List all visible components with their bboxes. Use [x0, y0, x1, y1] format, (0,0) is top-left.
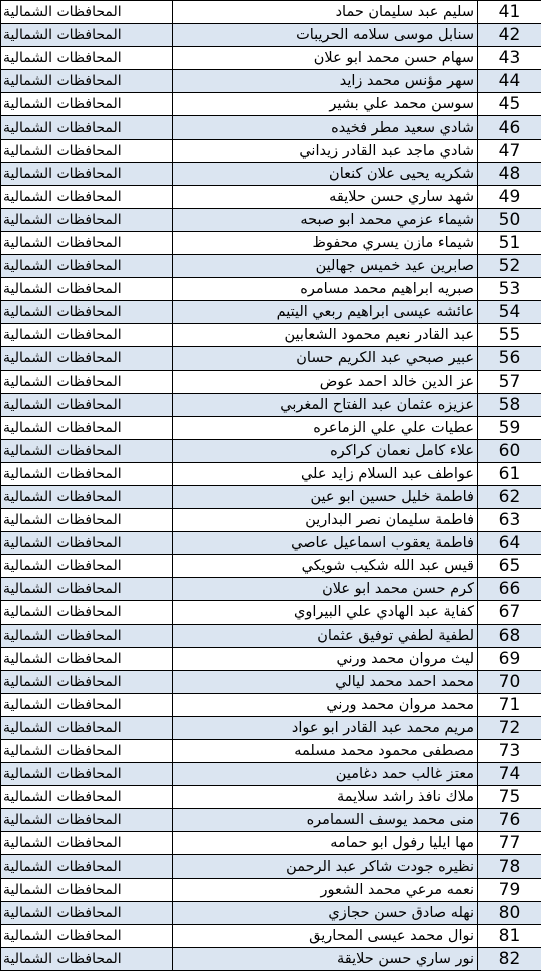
table-row [1, 324, 541, 347]
full-name-cell[interactable]: عبد القادر نعيم محمود الشعابين [173, 324, 478, 347]
governorate-text: المحافظات الشمالية [3, 4, 122, 20]
table-row [1, 809, 541, 832]
full-name-cell[interactable]: عز الدين خالد احمد عوض [173, 370, 478, 393]
table-row [1, 93, 541, 116]
full-name-cell[interactable]: معتز غالب حمد دغامين [173, 763, 478, 786]
governorate-cell[interactable] [1, 439, 173, 462]
row-number-cell[interactable]: 50 [478, 208, 541, 231]
governorate-text: المحافظات الشمالية [3, 73, 122, 89]
governorate-text: المحافظات الشمالية [3, 50, 122, 66]
row-number-cell[interactable]: 55 [478, 324, 541, 347]
row-number-cell[interactable]: 82 [478, 947, 541, 970]
row-number-cell[interactable]: 41 [478, 1, 541, 24]
full-name-cell[interactable]: مريم محمد عبد القادر ابو عواد [173, 716, 478, 739]
table-row [1, 393, 541, 416]
governorate-cell[interactable] [1, 162, 173, 185]
full-name-cell[interactable]: فاطمة سليمان نصر البدارين [173, 509, 478, 532]
table-row [1, 24, 541, 47]
governorate-cell[interactable] [1, 855, 173, 878]
governorate-cell[interactable] [1, 485, 173, 508]
full-name-cell[interactable]: سهر مؤنس محمد زايد [173, 70, 478, 93]
governorate-cell[interactable] [1, 763, 173, 786]
full-name-cell[interactable]: محمد احمد محمد ليالي [173, 670, 478, 693]
table-row [1, 485, 541, 508]
table-row [1, 439, 541, 462]
governorate-cell[interactable] [1, 370, 173, 393]
table-row [1, 716, 541, 739]
row-number-cell[interactable]: 58 [478, 393, 541, 416]
full-name-cell[interactable]: نوال محمد عيسى المحاريق [173, 924, 478, 947]
governorate-text: المحافظات الشمالية [3, 512, 122, 528]
governorate-cell[interactable] [1, 809, 173, 832]
governorate-text: المحافظات الشمالية [3, 766, 122, 782]
governorate-cell[interactable] [1, 347, 173, 370]
full-name-cell[interactable]: شكريه يحيى علان كنعان [173, 162, 478, 185]
governorate-cell[interactable] [1, 1, 173, 24]
row-number-cell[interactable]: 44 [478, 70, 541, 93]
full-name-cell[interactable]: لطفية لطفي توفيق عثمان [173, 624, 478, 647]
governorate-text: المحافظات الشمالية [3, 859, 122, 875]
table-row [1, 1, 541, 24]
table-row [1, 139, 541, 162]
governorate-cell[interactable] [1, 924, 173, 947]
row-number-cell[interactable]: 69 [478, 647, 541, 670]
table-row [1, 901, 541, 924]
table-row [1, 116, 541, 139]
row-number-cell[interactable]: 56 [478, 347, 541, 370]
full-name-cell[interactable]: مها ايليا رفول ابو حمامه [173, 832, 478, 855]
table-row [1, 509, 541, 532]
table-row [1, 416, 541, 439]
row-number-cell[interactable]: 54 [478, 301, 541, 324]
table-row [1, 47, 541, 70]
governorate-cell[interactable] [1, 70, 173, 93]
table-row [1, 532, 541, 555]
governorate-text: المحافظات الشمالية [3, 258, 122, 274]
table-row [1, 208, 541, 231]
governorate-text: المحافظات الشمالية [3, 397, 122, 413]
full-name-cell[interactable]: فاطمة خليل حسين ابو عين [173, 485, 478, 508]
full-name-cell[interactable]: عبير صبحي عبد الكريم حسان [173, 347, 478, 370]
table-row [1, 162, 541, 185]
governorate-text: المحافظات الشمالية [3, 905, 122, 921]
governorate-text: المحافظات الشمالية [3, 628, 122, 644]
table-row [1, 878, 541, 901]
table-row [1, 740, 541, 763]
full-name-cell[interactable]: علاء كامل نعمان كراكره [173, 439, 478, 462]
governorate-text: المحافظات الشمالية [3, 212, 122, 228]
governorate-cell[interactable] [1, 324, 173, 347]
governorate-text: المحافظات الشمالية [3, 443, 122, 459]
governorate-cell[interactable] [1, 786, 173, 809]
row-number-cell[interactable]: 46 [478, 116, 541, 139]
table-row [1, 231, 541, 254]
full-name-cell[interactable]: عواطف عبد السلام زايد علي [173, 462, 478, 485]
row-number-cell[interactable]: 63 [478, 509, 541, 532]
governorate-text: المحافظات الشمالية [3, 120, 122, 136]
full-name-cell[interactable]: ملاك نافذ راشد سلايمة [173, 786, 478, 809]
governorate-cell[interactable] [1, 208, 173, 231]
full-name-cell[interactable]: عائشه عيسى ابراهيم ربعي اليتيم [173, 301, 478, 324]
full-name-cell[interactable]: شهد ساري حسن حلايقه [173, 185, 478, 208]
row-number-cell[interactable]: 70 [478, 670, 541, 693]
governorate-text: المحافظات الشمالية [3, 535, 122, 551]
governorate-cell[interactable] [1, 555, 173, 578]
governorate-text: المحافظات الشمالية [3, 697, 122, 713]
table-row [1, 555, 541, 578]
table-row [1, 370, 541, 393]
governorate-text: المحافظات الشمالية [3, 558, 122, 574]
table-row [1, 647, 541, 670]
full-name-cell[interactable]: عزيزه عثمان عبد الفتاح المغربي [173, 393, 478, 416]
table-row [1, 763, 541, 786]
full-name-cell[interactable]: كرم حسن محمد ابو علان [173, 578, 478, 601]
governorate-text: المحافظات الشمالية [3, 651, 122, 667]
row-number-cell[interactable]: 68 [478, 624, 541, 647]
row-number-cell[interactable]: 75 [478, 786, 541, 809]
row-number-cell[interactable]: 77 [478, 832, 541, 855]
table-row [1, 462, 541, 485]
row-number-cell[interactable]: 45 [478, 93, 541, 116]
full-name-cell[interactable]: كفاية عبد الهادي علي البيراوي [173, 601, 478, 624]
table-row [1, 278, 541, 301]
governorate-cell[interactable] [1, 670, 173, 693]
full-name-cell[interactable]: شيماء عزمي محمد ابو صبحه [173, 208, 478, 231]
full-name-cell[interactable]: نعمه مرعي محمد الشعور [173, 878, 478, 901]
table-row [1, 255, 541, 278]
governorate-text: المحافظات الشمالية [3, 789, 122, 805]
governorate-text: المحافظات الشمالية [3, 743, 122, 759]
full-name-cell[interactable]: نظيره جودت شاكر عبد الرحمن [173, 855, 478, 878]
governorate-text: المحافظات الشمالية [3, 420, 122, 436]
full-name-cell[interactable]: ليث مروان محمد ورني [173, 647, 478, 670]
governorate-cell[interactable] [1, 24, 173, 47]
governorate-text: المحافظات الشمالية [3, 812, 122, 828]
full-name-cell[interactable]: صابرين عيد خميس جهالين [173, 255, 478, 278]
governorate-cell[interactable] [1, 740, 173, 763]
table-row [1, 185, 541, 208]
row-number-cell[interactable]: 74 [478, 763, 541, 786]
governorate-cell[interactable] [1, 139, 173, 162]
governorate-text: المحافظات الشمالية [3, 350, 122, 366]
row-number-cell[interactable]: 51 [478, 231, 541, 254]
table-row [1, 70, 541, 93]
governorate-text: المحافظات الشمالية [3, 143, 122, 159]
governorate-cell[interactable] [1, 693, 173, 716]
row-number-cell[interactable]: 79 [478, 878, 541, 901]
full-name-cell[interactable]: سوسن محمد علي بشير [173, 93, 478, 116]
row-number-cell[interactable]: 57 [478, 370, 541, 393]
governorate-text: المحافظات الشمالية [3, 27, 122, 43]
table-row [1, 786, 541, 809]
governorate-text: المحافظات الشمالية [3, 96, 122, 112]
governorate-cell[interactable] [1, 601, 173, 624]
governorate-cell[interactable] [1, 509, 173, 532]
row-number-cell[interactable]: 60 [478, 439, 541, 462]
row-number-cell[interactable]: 65 [478, 555, 541, 578]
full-name-cell[interactable]: محمد مروان محمد ورني [173, 693, 478, 716]
table-row [1, 578, 541, 601]
governorate-cell[interactable] [1, 901, 173, 924]
governorate-cell[interactable] [1, 532, 173, 555]
table-row [1, 601, 541, 624]
full-name-cell[interactable]: سليم عبد سليمان حماد [173, 1, 478, 24]
row-number-cell[interactable]: 76 [478, 809, 541, 832]
governorate-text: المحافظات الشمالية [3, 235, 122, 251]
row-number-cell[interactable]: 72 [478, 716, 541, 739]
row-number-cell[interactable]: 64 [478, 532, 541, 555]
full-name-cell[interactable]: سهام حسن محمد ابو علان [173, 47, 478, 70]
row-number-cell[interactable]: 61 [478, 462, 541, 485]
row-number-cell[interactable]: 67 [478, 601, 541, 624]
governorate-text: المحافظات الشمالية [3, 489, 122, 505]
row-number-cell[interactable]: 73 [478, 740, 541, 763]
governorate-text: المحافظات الشمالية [3, 720, 122, 736]
table-row [1, 624, 541, 647]
governorate-cell[interactable] [1, 301, 173, 324]
row-number-cell[interactable]: 53 [478, 278, 541, 301]
governorate-cell[interactable] [1, 231, 173, 254]
row-number-cell[interactable]: 78 [478, 855, 541, 878]
row-number-cell[interactable]: 48 [478, 162, 541, 185]
governorate-text: المحافظات الشمالية [3, 835, 122, 851]
full-name-cell[interactable]: قيس عبد الله شكيب شويكي [173, 555, 478, 578]
governorate-text: المحافظات الشمالية [3, 281, 122, 297]
full-name-cell[interactable]: منى محمد يوسف السمامره [173, 809, 478, 832]
table-row [1, 301, 541, 324]
governorate-cell[interactable] [1, 647, 173, 670]
row-number-cell[interactable]: 71 [478, 693, 541, 716]
row-number-cell[interactable]: 43 [478, 47, 541, 70]
governorate-text: المحافظات الشمالية [3, 882, 122, 898]
governorate-cell[interactable] [1, 47, 173, 70]
table-row [1, 832, 541, 855]
governorate-text: المحافظات الشمالية [3, 581, 122, 597]
governorate-text: المحافظات الشمالية [3, 466, 122, 482]
full-name-cell[interactable]: صبريه ابراهيم محمد مسامره [173, 278, 478, 301]
governorate-text: المحافظات الشمالية [3, 951, 122, 967]
names-table-body [1, 1, 541, 971]
full-name-cell[interactable]: شيماء مازن يسري محفوظ [173, 231, 478, 254]
full-name-cell[interactable]: نهله صادق حسن حجازي [173, 901, 478, 924]
table-row [1, 347, 541, 370]
governorate-cell[interactable] [1, 624, 173, 647]
governorate-cell[interactable] [1, 93, 173, 116]
governorate-text: المحافظات الشمالية [3, 304, 122, 320]
row-number-cell[interactable]: 52 [478, 255, 541, 278]
full-name-cell[interactable]: عطيات علي علي الزماعره [173, 416, 478, 439]
governorate-text: المحافظات الشمالية [3, 674, 122, 690]
governorate-text: المحافظات الشمالية [3, 928, 122, 944]
governorate-cell[interactable] [1, 116, 173, 139]
table-row [1, 855, 541, 878]
table-row [1, 670, 541, 693]
full-name-cell[interactable]: شادي ماجد عبد القادر زيداني [173, 139, 478, 162]
governorate-cell[interactable] [1, 578, 173, 601]
governorate-text: المحافظات الشمالية [3, 374, 122, 390]
governorate-cell[interactable] [1, 462, 173, 485]
row-number-cell[interactable]: 49 [478, 185, 541, 208]
governorate-text: المحافظات الشمالية [3, 189, 122, 205]
full-name-cell[interactable]: فاطمة يعقوب اسماعيل عاصي [173, 532, 478, 555]
row-number-cell[interactable]: 81 [478, 924, 541, 947]
row-number-cell[interactable]: 80 [478, 901, 541, 924]
full-name-cell[interactable]: شادي سعيد مطر فخيده [173, 116, 478, 139]
governorate-cell[interactable] [1, 185, 173, 208]
governorate-cell[interactable] [1, 832, 173, 855]
governorate-cell[interactable] [1, 878, 173, 901]
governorate-cell[interactable] [1, 255, 173, 278]
full-name-cell[interactable]: سنابل موسى سلامه الحريبات [173, 24, 478, 47]
governorate-cell[interactable] [1, 716, 173, 739]
governorate-text: المحافظات الشمالية [3, 327, 122, 343]
full-name-cell[interactable]: مصطفى محمود محمد مسلمه [173, 740, 478, 763]
table-row [1, 924, 541, 947]
governorate-text: المحافظات الشمالية [3, 604, 122, 620]
full-name-cell[interactable]: نور ساري حسن حلايقة [173, 947, 478, 970]
row-number-cell[interactable]: 59 [478, 416, 541, 439]
governorate-text: المحافظات الشمالية [3, 166, 122, 182]
table-row [1, 693, 541, 716]
governorate-cell[interactable] [1, 416, 173, 439]
row-number-cell[interactable]: 62 [478, 485, 541, 508]
row-number-cell[interactable]: 47 [478, 139, 541, 162]
governorate-cell[interactable] [1, 393, 173, 416]
row-number-cell[interactable]: 42 [478, 24, 541, 47]
governorate-cell[interactable] [1, 278, 173, 301]
row-number-cell[interactable]: 66 [478, 578, 541, 601]
